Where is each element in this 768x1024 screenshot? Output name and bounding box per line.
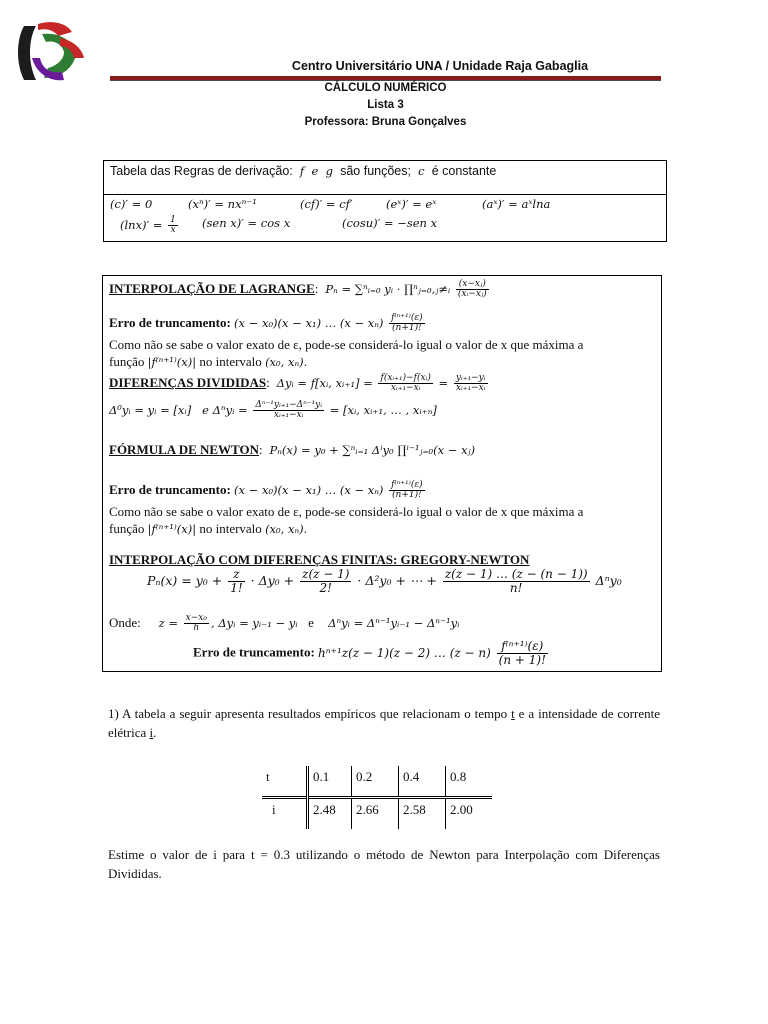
epsilon-note-3: Como não se sabe o valor exato de ε, pode-se considerá-lo igual o valor de x que máxima a [109,504,584,519]
gregory-newton-formula: Pₙ(x) = y₀ + $\frac{z}{1!}$ · Δy₀ + $\frac{z(z - 1)}{2!}$ · Δ²y₀ + ⋯ + $\frac{z(z - 1) \dots (z - (n - 1))}{n!}$ Δⁿy₀ [147,567,622,595]
question-1-task: Estime o valor de i para t = 0.3 utilizando o método de Newton para Interpolação com Diferenças Divididas. [108,847,660,881]
epsilon-note-4: função |f⁽ⁿ⁺¹⁾(x)| no intervalo (x₀, xₙ). [109,521,308,536]
row-label-i: i [262,798,308,830]
institution-name: Centro Universitário UNA / Unidade Raja Gabaglia [291,59,589,73]
newton-formula-line: FÓRMULA DE NEWTON: Pₙ(x) = y₀ + ∑ⁿᵢ₌₁ Δⁱy₀ ∏ⁱ⁻¹ⱼ₌₀(x − xⱼ) [109,442,476,457]
divided-differences-title: DIFERENÇAS DIVIDIDAS [109,374,267,390]
var-c: c [414,164,429,178]
divided-differences-line: DIFERENÇAS DIVIDIDAS: Δyᵢ = f[xᵢ, xᵢ₊₁] = $\frac{\text{f(xᵢ₊₁)−f(xᵢ)}}{\text{xᵢ₊₁−xᵢ}}$ = $\frac{\text{yᵢ₊₁−yᵢ}}{\text{xᵢ₊₁−xᵢ}}$ [109,373,486,394]
data-table [262,766,492,829]
question-1-statement: 1) A tabela a seguir apresenta resultados empíricos que relacionam o tempo t e a intensidade de corrente elétrica i. [108,706,660,740]
row-label-t: t [266,769,270,784]
header-divider [110,76,661,81]
lagrange-formula: Pₙ = ∑ⁿᵢ₌₀ yᵢ · ∏ⁿⱼ₌₀,ⱼ≠ᵢ $\frac{\text{(x−xⱼ)}}{\text{(xᵢ−xⱼ)}}$ [321,279,487,300]
lagrange-error-line: Erro de truncamento: (x − x₀)(x − x₁) … (x − xₙ) $\frac{\text{f⁽ⁿ⁺¹⁾(ε)}}{(n+1)!}$ [109,313,423,334]
list-title: Lista 3 [367,99,404,111]
rule-constant: (c)′ = 0 [110,197,153,211]
table-cell: 0.2 [352,766,399,798]
table-cell: 2.00 [446,798,493,830]
university-logo [14,18,90,86]
lagrange-line: INTERPOLAÇÃO DE LAGRANGE: Pₙ = ∑ⁿᵢ₌₀ yᵢ · ∏ⁿⱼ₌₀,ⱼ≠ᵢ $\frac{\text{(x−xⱼ)}}{\text{(xᵢ−xⱼ)}}$ [109,280,491,300]
table-cell: 0.1 [308,766,352,798]
table-cell: 2.48 [308,798,352,830]
table-cell: 2.66 [352,798,399,830]
professor-name: Professora: Bruna Gonçalves [304,116,467,128]
table-cell: 2.58 [399,798,446,830]
lagrange-title: INTERPOLAÇÃO DE LAGRANGE [109,280,315,296]
table-row [262,766,492,798]
table-row [262,798,492,830]
rule-ln: (lnx)′ = $\frac{1}{x}$ [120,215,176,236]
where-line: Onde: z = $\frac{\text{x−x₀}}{h}$ , Δyᵢ = yᵢ₋₁ − yᵢ e Δⁿyᵢ = Δⁿ⁻¹yᵢ₋₁ − Δⁿ⁻¹yᵢ [109,613,460,634]
epsilon-note-2: função |f⁽ⁿ⁺¹⁾(x)| no intervalo (x₀, xₙ). [109,354,308,369]
divided-differences-order-n: Δ⁰yᵢ = yᵢ = [xᵢ] e Δⁿyᵢ = $\frac{\text{Δⁿ⁻¹yᵢ₊₁−Δⁿ⁻¹yᵢ}}{\text{xᵢ₊₁−xᵢ}}$ = [xᵢ, xᵢ₊₁, … , xᵢ₊ₙ] [109,400,437,421]
rule-constant-multiple: (cf)′ = cf′ [300,197,353,211]
interpolation-formulas-box [102,275,662,672]
derivation-rules-box [103,160,667,242]
rule-general-exponential: (aˣ)′ = aˣlna [482,197,551,211]
rules-title: Tabela das Regras de derivação: f e g são funções; c é constante [110,164,497,178]
rule-exponential: (eˣ)′ = eˣ [386,197,437,211]
rules-divider [104,194,666,195]
gregory-newton-title: INTERPOLAÇÃO COM DIFERENÇAS FINITAS: GREGORY-NEWTON [109,552,530,567]
gregory-error-line: Erro de truncamento: hⁿ⁺¹z(z − 1)(z − 2) … (z − n) $\frac{\text{f⁽ⁿ⁺¹⁾(ε)}}{(n + 1)!}$ [193,639,546,667]
newton-title: FÓRMULA DE NEWTON [109,442,259,457]
table-cell: 0.8 [446,766,493,798]
course-title: CÁLCULO NUMÉRICO [324,82,447,94]
table-cell: 0.4 [399,766,446,798]
newton-error-line: Erro de truncamento: (x − x₀)(x − x₁) … (x − xₙ) $\frac{\text{f⁽ⁿ⁺¹⁾(ε)}}{(n+1)!}$ [109,480,423,501]
var-f-e-g: f e g [296,164,337,178]
epsilon-note-1: Como não se sabe o valor exato de ε, pode-se considerá-lo igual o valor de x que máxima a [109,337,584,352]
error-label: Erro de truncamento: [109,314,231,330]
rule-power: (xⁿ)′ = nxⁿ⁻¹ [188,197,257,211]
rule-cos: (cosu)′ = −sen x [342,216,438,230]
rule-sin: (sen x)′ = cos x [202,216,291,230]
